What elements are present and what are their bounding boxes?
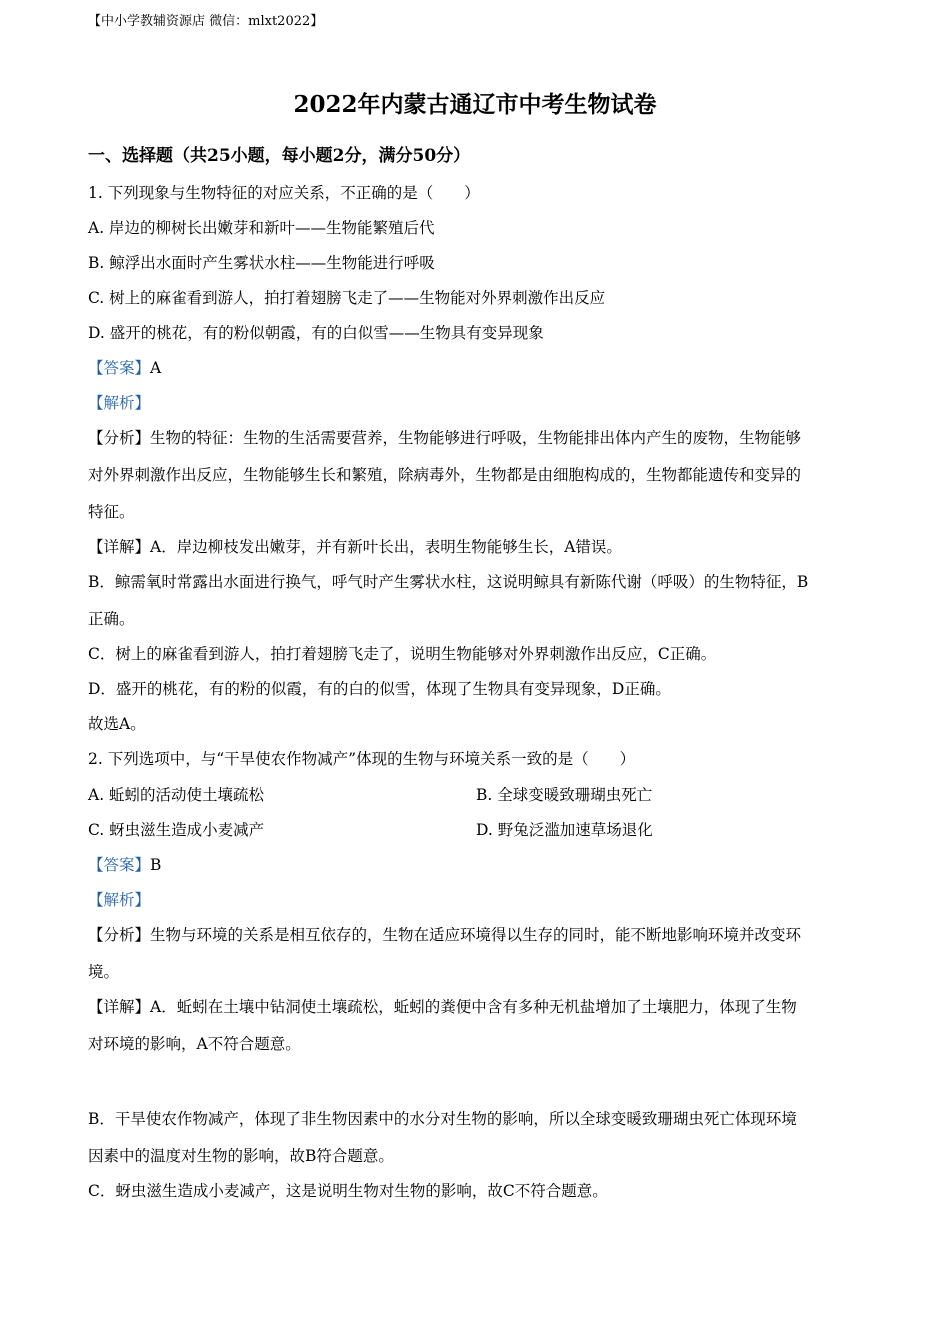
xiangjie-line: C．蚜虫滋生造成小麦减产，这是说明生物对生物的影响，故C不符合题意。 <box>88 1182 608 1200</box>
fenxi-label: 【分析】 <box>88 926 151 944</box>
option-c: C. 树上的麻雀看到游人，拍打着翅膀飞走了——生物能对外界刺激作出反应 <box>88 289 606 307</box>
question-stem: 2. 下列选项中，与“干旱使农作物减产”体现的生物与环境关系一致的是（ ） <box>88 750 636 768</box>
answer-label: 【答案】 <box>88 856 151 874</box>
fenxi-line: 境。 <box>88 963 120 981</box>
question-stem: 1. 下列现象与生物特征的对应关系，不正确的是（ ） <box>88 184 480 202</box>
xiangjie-line: A．岸边柳枝发出嫩芽，并有新叶长出，表明生物能够生长，A错误。 <box>150 538 622 556</box>
fenxi-line: 特征。 <box>88 503 135 521</box>
xiangjie-line: 因素中的温度对生物的影响，故B符合题意。 <box>88 1147 394 1165</box>
fenxi-line: 生物与环境的关系是相互依存的，生物在适应环境得以生存的同时，能不断地影响环境并改变环 <box>150 926 802 944</box>
xiangjie-line: A．蚯蚓在土壤中钻洞使土壤疏松，蚯蚓的粪便中含有多种无机盐增加了土壤肥力，体现了生物 <box>150 998 797 1016</box>
option-d: D. 野兔泛滥加速草场退化 <box>476 821 653 839</box>
option-c: C. 蚜虫滋生造成小麦减产 <box>88 821 265 839</box>
xiangjie-line: 正确。 <box>88 610 135 628</box>
xiangjie-line: 对环境的影响，A不符合题意。 <box>88 1035 301 1053</box>
document-title: 2022年内蒙古通辽市中考生物试卷 <box>293 91 657 118</box>
xiangjie-label: 【详解】 <box>88 998 151 1016</box>
option-a: A. 蚯蚓的活动使土壤疏松 <box>88 786 265 804</box>
analysis-label: 【解析】 <box>88 394 151 412</box>
option-b: B. 全球变暖致珊瑚虫死亡 <box>476 786 653 804</box>
answer-value: A <box>150 359 162 377</box>
fenxi-label: 【分析】 <box>88 429 151 447</box>
answer-value: B <box>150 856 162 874</box>
answer-line <box>88 356 161 380</box>
header-note: 【中小学教辅资源店 微信：mlxt2022】 <box>88 14 324 29</box>
analysis-text <box>88 426 801 450</box>
option-d: D. 盛开的桃花，有的粉似朝霞，有的白似雪——生物具有变异现象 <box>88 324 544 342</box>
option-a: A. 岸边的柳树长出嫩芽和新叶——生物能繁殖后代 <box>88 219 435 237</box>
detail-text <box>88 995 797 1019</box>
fenxi-line: 生物的特征：生物的生活需要营养，生物能够进行呼吸，生物能排出体内产生的废物，生物能够 <box>150 429 802 447</box>
section-heading: 一、选择题（共25小题，每小题2分，满分50分） <box>88 146 471 166</box>
xiangjie-line: C．树上的麻雀看到游人，拍打着翅膀飞走了，说明生物能够对外界刺激作出反应，C正确。 <box>88 645 717 663</box>
answer-label: 【答案】 <box>88 359 151 377</box>
xiangjie-line: B．干旱使农作物减产，体现了非生物因素中的水分对生物的影响，所以全球变暖致珊瑚虫死亡体现环境 <box>88 1110 797 1128</box>
answer-line <box>88 853 161 877</box>
fenxi-line: 对外界刺激作出反应，生物能够生长和繁殖，除病毒外，生物都是由细胞构成的，生物都能遗传和变异的 <box>88 466 802 484</box>
option-b: B. 鲸浮出水面时产生雾状水柱——生物能进行呼吸 <box>88 254 435 272</box>
xiangjie-line: D．盛开的桃花，有的粉的似霞，有的白的似雪，体现了生物具有变异现象，D正确。 <box>88 680 671 698</box>
xiangjie-line: B．鲸需氧时常露出水面进行换气，呼气时产生雾状水柱，这说明鲸具有新陈代谢（呼吸）的生物特征，B <box>88 573 809 591</box>
analysis-text <box>88 923 801 947</box>
conclusion: 故选A。 <box>88 715 146 733</box>
analysis-label: 【解析】 <box>88 891 151 909</box>
xiangjie-label: 【详解】 <box>88 538 151 556</box>
detail-text <box>88 535 622 559</box>
